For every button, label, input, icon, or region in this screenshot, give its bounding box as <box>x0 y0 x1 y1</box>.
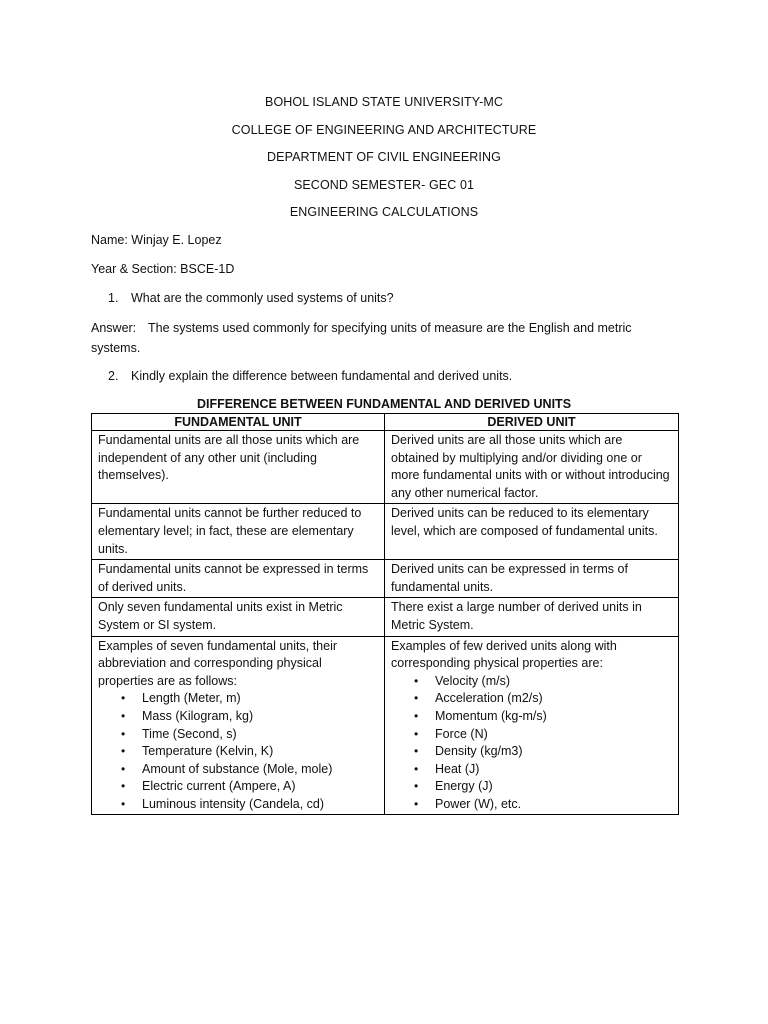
comparison-table <box>91 413 679 815</box>
fundamental-examples-cell <box>92 636 385 815</box>
list-item: • Temperature (Kelvin, K) <box>98 743 378 761</box>
derived-cell: Derived units are all those units which are obtained by multiplying and/or dividing one or more fundamental units with or without introducing any other numerical factor. <box>385 431 679 504</box>
list-item: • Amount of substance (Mole, mole) <box>98 761 378 779</box>
derived-examples-cell <box>385 636 679 815</box>
table-row <box>92 560 679 598</box>
derived-examples-intro: Examples of few derived units along with corresponding physical properties are: <box>391 638 617 671</box>
year-section: Year & Section: BSCE-1D <box>91 262 235 276</box>
department-name: DEPARTMENT OF CIVIL ENGINEERING <box>267 150 501 164</box>
fundamental-cell: Only seven fundamental units exist in Metric System or SI system. <box>92 598 385 636</box>
answer-label: Answer: <box>91 321 137 335</box>
answer-1-line2: systems. <box>91 340 141 355</box>
header-derived: DERIVED UNIT <box>385 414 679 431</box>
table-caption: DIFFERENCE BETWEEN FUNDAMENTAL AND DERIVED UNITS <box>196 397 572 411</box>
list-item: • Density (kg/m3) <box>391 743 672 761</box>
fundamental-examples-intro: Examples of seven fundamental units, their abbreviation and corresponding physical properties are as follows: <box>98 638 338 688</box>
answer-1-line1: The systems used commonly for specifying units of measure are the English and metric <box>148 321 632 335</box>
course-title: ENGINEERING CALCULATIONS <box>289 205 479 219</box>
student-name: Name: Winjay E. Lopez <box>91 233 222 247</box>
question-2-text: Kindly explain the difference between fundamental and derived units. <box>131 369 513 383</box>
table-row <box>92 598 679 636</box>
answer-1 <box>91 319 651 358</box>
table-row <box>92 504 679 560</box>
fundamental-examples-list <box>98 690 378 813</box>
list-item: • Luminous intensity (Candela, cd) <box>98 796 378 814</box>
question-2-number: 2. <box>108 369 119 383</box>
table-header-row <box>92 414 679 431</box>
list-item: • Momentum (kg-m/s) <box>391 708 672 726</box>
fundamental-cell: Fundamental units cannot be expressed in terms of derived units. <box>92 560 385 598</box>
list-item: • Electric current (Ampere, A) <box>98 778 378 796</box>
question-1-number: 1. <box>108 291 119 305</box>
fundamental-cell: Fundamental units cannot be further reduced to elementary level; in fact, these are elementary units. <box>92 504 385 560</box>
derived-examples-list <box>391 673 672 814</box>
list-item: • Force (N) <box>391 726 672 744</box>
table-row <box>92 431 679 504</box>
list-item: • Heat (J) <box>391 761 672 779</box>
question-1-text: What are the commonly used systems of units? <box>131 291 394 305</box>
list-item: • Mass (Kilogram, kg) <box>98 708 378 726</box>
university-name: BOHOL ISLAND STATE UNIVERSITY-MC <box>265 95 503 109</box>
semester-line: SECOND SEMESTER- GEC 01 <box>293 178 475 192</box>
list-item: • Time (Second, s) <box>98 726 378 744</box>
list-item: • Power (W), etc. <box>391 796 672 814</box>
list-item: • Energy (J) <box>391 778 672 796</box>
derived-cell: Derived units can be expressed in terms of fundamental units. <box>385 560 679 598</box>
college-name: COLLEGE OF ENGINEERING AND ARCHITECTURE <box>231 123 537 137</box>
derived-cell: Derived units can be reduced to its elementary level, which are composed of fundamental units. <box>385 504 679 560</box>
list-item: • Length (Meter, m) <box>98 690 378 708</box>
list-item: • Acceleration (m2/s) <box>391 690 672 708</box>
list-item: • Velocity (m/s) <box>391 673 672 691</box>
header-fundamental: FUNDAMENTAL UNIT <box>92 414 385 431</box>
derived-cell: There exist a large number of derived units in Metric System. <box>385 598 679 636</box>
table-row-examples <box>92 636 679 815</box>
fundamental-cell: Fundamental units are all those units which are independent of any other unit (including themselves). <box>92 431 385 504</box>
